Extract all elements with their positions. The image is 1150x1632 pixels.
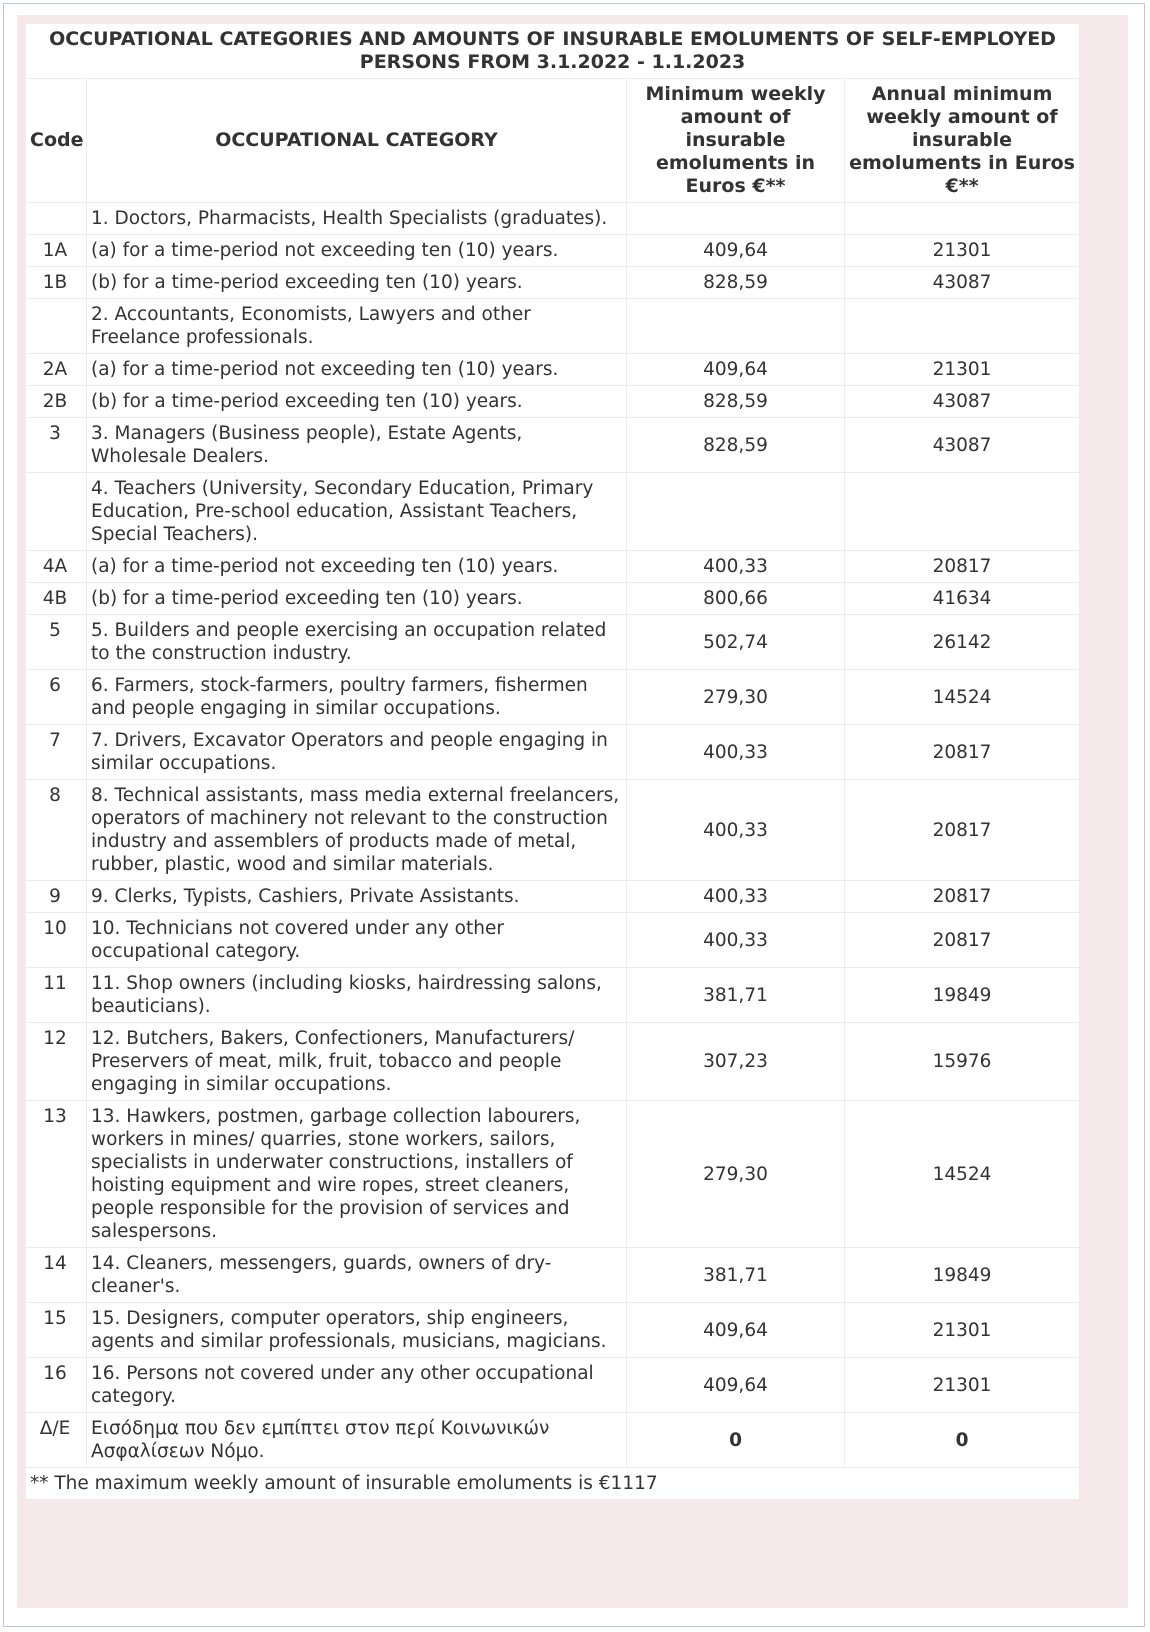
table-row: [26, 1303, 1080, 1358]
table-row: [26, 473, 1080, 551]
table-row: [26, 235, 1080, 267]
row-category: 4. Teachers (University, Secondary Education, Primary Education, Pre-school education, Assistant Teachers, Special Teachers).: [87, 473, 627, 551]
row-annual: 43087: [845, 418, 1080, 473]
row-weekly: 307,23: [627, 1023, 845, 1101]
row-code: 7: [26, 725, 87, 780]
row-annual: 20817: [845, 913, 1080, 968]
row-weekly: 400,33: [627, 913, 845, 968]
row-annual: 14524: [845, 670, 1080, 725]
row-code: 6: [26, 670, 87, 725]
row-code: 10: [26, 913, 87, 968]
row-code: 1A: [26, 235, 87, 267]
row-annual: [845, 299, 1080, 354]
row-annual: 20817: [845, 725, 1080, 780]
row-category: 12. Butchers, Bakers, Confectioners, Manufacturers/ Preservers of meat, milk, fruit, tobacco and people engaging in similar occupations.: [87, 1023, 627, 1101]
row-annual: 21301: [845, 354, 1080, 386]
table-row: [26, 1413, 1080, 1468]
row-code: 4A: [26, 551, 87, 583]
row-annual: 20817: [845, 551, 1080, 583]
row-code: [26, 299, 87, 354]
row-annual: [845, 203, 1080, 235]
row-annual: 21301: [845, 1358, 1080, 1413]
table-row: [26, 583, 1080, 615]
row-annual: 21301: [845, 1303, 1080, 1358]
row-category: (a) for a time-period not exceeding ten (10) years.: [87, 235, 627, 267]
column-header-code: Code: [26, 79, 87, 203]
table-row: [26, 1248, 1080, 1303]
row-code: 2A: [26, 354, 87, 386]
row-annual: 26142: [845, 615, 1080, 670]
table-row: [26, 1023, 1080, 1101]
row-category: (b) for a time-period exceeding ten (10) years.: [87, 386, 627, 418]
row-category: (a) for a time-period not exceeding ten (10) years.: [87, 354, 627, 386]
row-category: (a) for a time-period not exceeding ten (10) years.: [87, 551, 627, 583]
table-row: [26, 1358, 1080, 1413]
row-annual: 14524: [845, 1101, 1080, 1248]
row-code: [26, 473, 87, 551]
row-category: 5. Builders and people exercising an occupation related to the construction industry.: [87, 615, 627, 670]
row-weekly: 800,66: [627, 583, 845, 615]
row-code: [26, 203, 87, 235]
row-weekly: 279,30: [627, 670, 845, 725]
row-annual: 15976: [845, 1023, 1080, 1101]
table-row: [26, 615, 1080, 670]
row-annual: 19849: [845, 968, 1080, 1023]
row-weekly: [627, 473, 845, 551]
row-code: 11: [26, 968, 87, 1023]
row-weekly: 400,33: [627, 780, 845, 881]
row-category: (b) for a time-period exceeding ten (10) years.: [87, 267, 627, 299]
row-annual: 20817: [845, 780, 1080, 881]
row-weekly: 381,71: [627, 968, 845, 1023]
row-code: 2B: [26, 386, 87, 418]
row-weekly: 828,59: [627, 418, 845, 473]
row-code: 8: [26, 780, 87, 881]
row-code: 13: [26, 1101, 87, 1248]
row-weekly: 279,30: [627, 1101, 845, 1248]
row-category: 8. Technical assistants, mass media external freelancers, operators of machinery not relevant to the construction industry and assemblers of products made of metal, rubber, plastic, wood and similar materials.: [87, 780, 627, 881]
row-category: Εισόδημα που δεν εμπίπτει στον περί Κοινωνικών Ασφαλίσεων Νόμο.: [87, 1413, 627, 1468]
row-annual: 41634: [845, 583, 1080, 615]
table-row: [26, 386, 1080, 418]
row-annual: [845, 473, 1080, 551]
row-code: 5: [26, 615, 87, 670]
table-row: [26, 354, 1080, 386]
table-title: OCCUPATIONAL CATEGORIES AND AMOUNTS OF INSURABLE EMOLUMENTS OF SELF-EMPLOYED PERSONS FROM 3.1.2022 - 1.1.2023: [26, 24, 1080, 79]
row-category: 10. Technicians not covered under any other occupational category.: [87, 913, 627, 968]
table-row: [26, 780, 1080, 881]
row-weekly: 400,33: [627, 881, 845, 913]
table-row: [26, 670, 1080, 725]
row-category: 2. Accountants, Economists, Lawyers and other Freelance professionals.: [87, 299, 627, 354]
row-weekly: 828,59: [627, 386, 845, 418]
row-code: 3: [26, 418, 87, 473]
row-weekly: [627, 299, 845, 354]
column-header-weekly: Minimum weekly amount of insurable emoluments in Euros €**: [627, 79, 845, 203]
row-category: 16. Persons not covered under any other occupational category.: [87, 1358, 627, 1413]
row-category: (b) for a time-period exceeding ten (10) years.: [87, 583, 627, 615]
table-row: [26, 881, 1080, 913]
row-category: 3. Managers (Business people), Estate Agents, Wholesale Dealers.: [87, 418, 627, 473]
row-annual: 43087: [845, 386, 1080, 418]
row-category: 13. Hawkers, postmen, garbage collection labourers, workers in mines/ quarries, stone workers, sailors, specialists in underwater constructions, installers of hoisting equipment and wire ropes, street cleaners, people responsible for the provision of services and salespersons.: [87, 1101, 627, 1248]
row-code: 1B: [26, 267, 87, 299]
table-row: [26, 968, 1080, 1023]
row-weekly: 409,64: [627, 1358, 845, 1413]
column-header-category: OCCUPATIONAL CATEGORY: [87, 79, 627, 203]
row-weekly: 400,33: [627, 551, 845, 583]
table-body: [26, 203, 1080, 1500]
row-category: 15. Designers, computer operators, ship engineers, agents and similar professionals, musicians, magicians.: [87, 1303, 627, 1358]
table-row: [26, 551, 1080, 583]
row-code: 9: [26, 881, 87, 913]
row-category: 9. Clerks, Typists, Cashiers, Private Assistants.: [87, 881, 627, 913]
row-weekly: 502,74: [627, 615, 845, 670]
row-annual: 0: [845, 1413, 1080, 1468]
row-code: 12: [26, 1023, 87, 1101]
row-category: 1. Doctors, Pharmacists, Health Specialists (graduates).: [87, 203, 627, 235]
row-weekly: 828,59: [627, 267, 845, 299]
emoluments-table: [25, 23, 1080, 1500]
table-row: [26, 1101, 1080, 1248]
row-category: 6. Farmers, stock-farmers, poultry farmers, fishermen and people engaging in similar occupations.: [87, 670, 627, 725]
row-annual: 21301: [845, 235, 1080, 267]
row-category: 7. Drivers, Excavator Operators and people engaging in similar occupations.: [87, 725, 627, 780]
footnote-row: [26, 1468, 1080, 1500]
row-code: 14: [26, 1248, 87, 1303]
row-category: 14. Cleaners, messengers, guards, owners of dry-cleaner's.: [87, 1248, 627, 1303]
table-row: [26, 203, 1080, 235]
table-row: [26, 913, 1080, 968]
column-header-annual: Annual minimum weekly amount of insurable emoluments in Euros €**: [845, 79, 1080, 203]
title-row: [26, 24, 1080, 79]
row-weekly: 381,71: [627, 1248, 845, 1303]
table-row: [26, 418, 1080, 473]
row-annual: 43087: [845, 267, 1080, 299]
row-annual: 19849: [845, 1248, 1080, 1303]
row-code: 4B: [26, 583, 87, 615]
row-category: 11. Shop owners (including kiosks, hairdressing salons, beauticians).: [87, 968, 627, 1023]
table-row: [26, 299, 1080, 354]
row-weekly: [627, 203, 845, 235]
row-weekly: 409,64: [627, 1303, 845, 1358]
row-weekly: 400,33: [627, 725, 845, 780]
table-row: [26, 267, 1080, 299]
row-weekly: 409,64: [627, 354, 845, 386]
row-code: 16: [26, 1358, 87, 1413]
header-row: [26, 79, 1080, 203]
row-weekly: 0: [627, 1413, 845, 1468]
row-weekly: 409,64: [627, 235, 845, 267]
row-annual: 20817: [845, 881, 1080, 913]
row-code: Δ/Ε: [26, 1413, 87, 1468]
table-row: [26, 725, 1080, 780]
footnote: ** The maximum weekly amount of insurable emoluments is €1117: [26, 1468, 1080, 1500]
row-code: 15: [26, 1303, 87, 1358]
